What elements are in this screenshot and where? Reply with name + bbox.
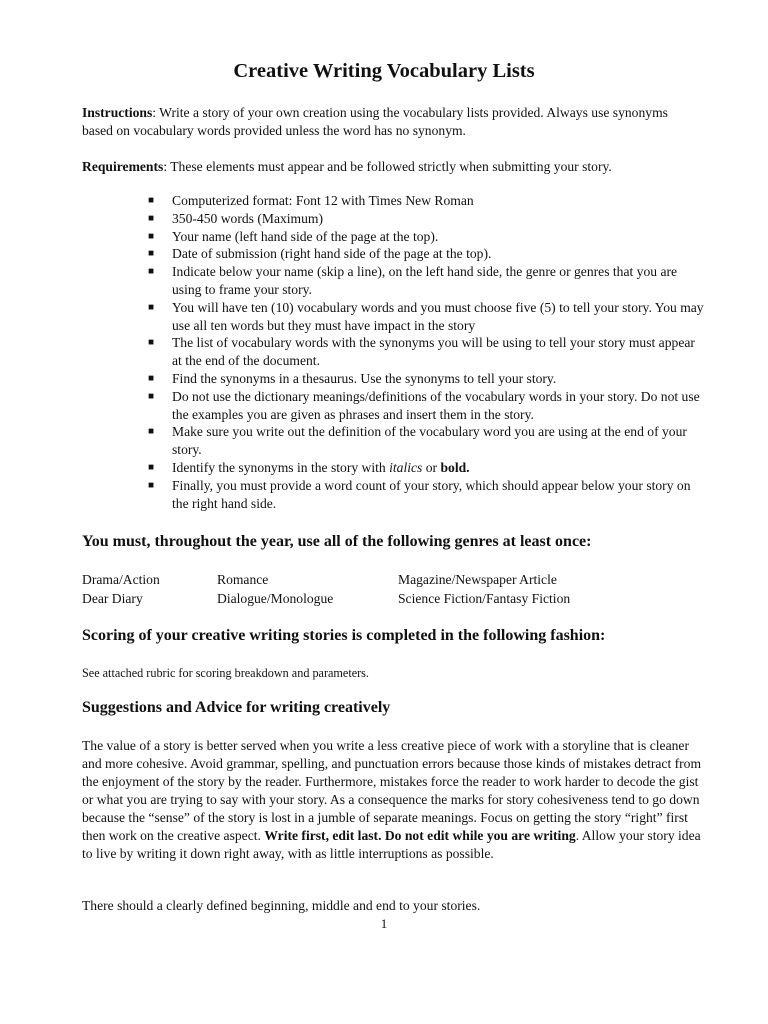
list-item: ■ You will have ten (10) vocabulary words and you must choose five (5) to tell your story. You may use all ten words but they must have impact in the story (148, 299, 704, 333)
genre-cell: Drama/Action (82, 572, 160, 587)
genre-cell: Science Fiction/Fantasy Fiction (398, 591, 571, 606)
requirements-paragraph (82, 158, 702, 176)
list-item: ■ Computerized format: Font 12 with Times New Roman (148, 193, 474, 208)
genre-cell: Romance (217, 572, 269, 587)
list-item: ■ Finally, you must provide a word count of your story, which should appear below your story on the right hand side. (148, 477, 691, 511)
list-item: ■ Date of submission (right hand side of the page at the top). (148, 246, 492, 262)
bullet-icon: ■ (148, 426, 155, 438)
advice-emphasis: Write first, edit last. Do not edit while you are writing (264, 828, 576, 843)
table-row (82, 572, 570, 591)
instructions-label: Instructions (82, 105, 153, 120)
advice-paragraph: The value of a story is better served when you write a less creative piece of work with a storyline that is cleaner and more cohesive. Avoid grammar, spelling, and punctuation errors because those kinds of mistakes detract from the enjoyment of the story by the reader. Furthermore, mistakes force the reader to work harder to decode the gist or what you are trying to say with your story. As a consequence the marks for story cohesiveness tend to go down because the “sense” of the story is lost in a jumble of separate meanings. Focus on getting the story “right” first then work on the creative aspect. Write first, edit last. Do not edit while you are writing. Allow your story idea to live by writing it down right away, with as little interruptions as possible. (82, 738, 702, 861)
genre-cell: Magazine/Newspaper Article (398, 572, 557, 587)
instructions-text: : Write a story of your own creation using the vocabulary lists provided. Always use synonyms based on vocabulary words provided unless the word has no synonym. (82, 105, 668, 138)
bullet-icon: ■ (148, 337, 155, 349)
bullet-icon: ■ (148, 301, 155, 313)
genres-heading: You must, throughout the year, use all of the following genres at least once: (82, 533, 592, 550)
list-item: ■ Make sure you write out the definition of the vocabulary word you are using at the end of your story. (148, 424, 687, 458)
requirements-list (148, 192, 708, 512)
bullet-icon: ■ (148, 248, 155, 260)
genres-table (82, 572, 570, 610)
advice-heading: Suggestions and Advice for writing creatively (82, 699, 391, 716)
bullet-icon: ■ (148, 479, 155, 491)
page-number: 1 (380, 916, 388, 931)
list-item: ■ Your name (left hand side of the page at the top). (148, 228, 439, 244)
requirements-text: : These elements must appear and be followed strictly when submitting your story. (163, 159, 612, 174)
bullet-icon: ■ (148, 461, 155, 473)
bullet-icon: ■ (148, 266, 155, 278)
list-item: ■ Identify the synonyms in the story with italics or bold. (148, 459, 470, 475)
bullet-icon: ■ (148, 372, 155, 384)
bullet-icon: ■ (148, 195, 155, 206)
genre-cell: Dear Diary (82, 591, 143, 606)
list-item: ■ The list of vocabulary words with the synonyms you will be using to tell your story must appear at the end of the document. (148, 335, 695, 369)
table-row (82, 591, 570, 610)
bullet-icon: ■ (148, 212, 155, 224)
scoring-heading: Scoring of your creative writing stories is completed in the following fashion: (82, 627, 606, 644)
bullet-icon: ■ (148, 230, 155, 242)
page-title: Creative Writing Vocabulary Lists (233, 60, 535, 82)
scoring-text: See attached rubric for scoring breakdown and parameters. (82, 666, 369, 680)
bullet-icon: ■ (148, 390, 155, 402)
list-item: ■ Find the synonyms in a thesaurus. Use the synonyms to tell your story. (148, 370, 557, 386)
list-item: ■ 350-450 words (Maximum) (148, 210, 324, 226)
genre-cell: Dialogue/Monologue (217, 591, 334, 606)
instructions-paragraph (82, 104, 702, 140)
advice-closing-paragraph: There should a clearly defined beginning, middle and end to your stories. (82, 898, 481, 913)
list-item: ■ Do not use the dictionary meanings/definitions of the vocabulary words in your story. Do not use the examples you are given as phrases and insert them in the story. (148, 388, 700, 422)
list-item: ■ Indicate below your name (skip a line), on the left hand side, the genre or genres that you are using to frame your story. (148, 264, 678, 297)
requirements-label: Requirements (82, 159, 164, 174)
